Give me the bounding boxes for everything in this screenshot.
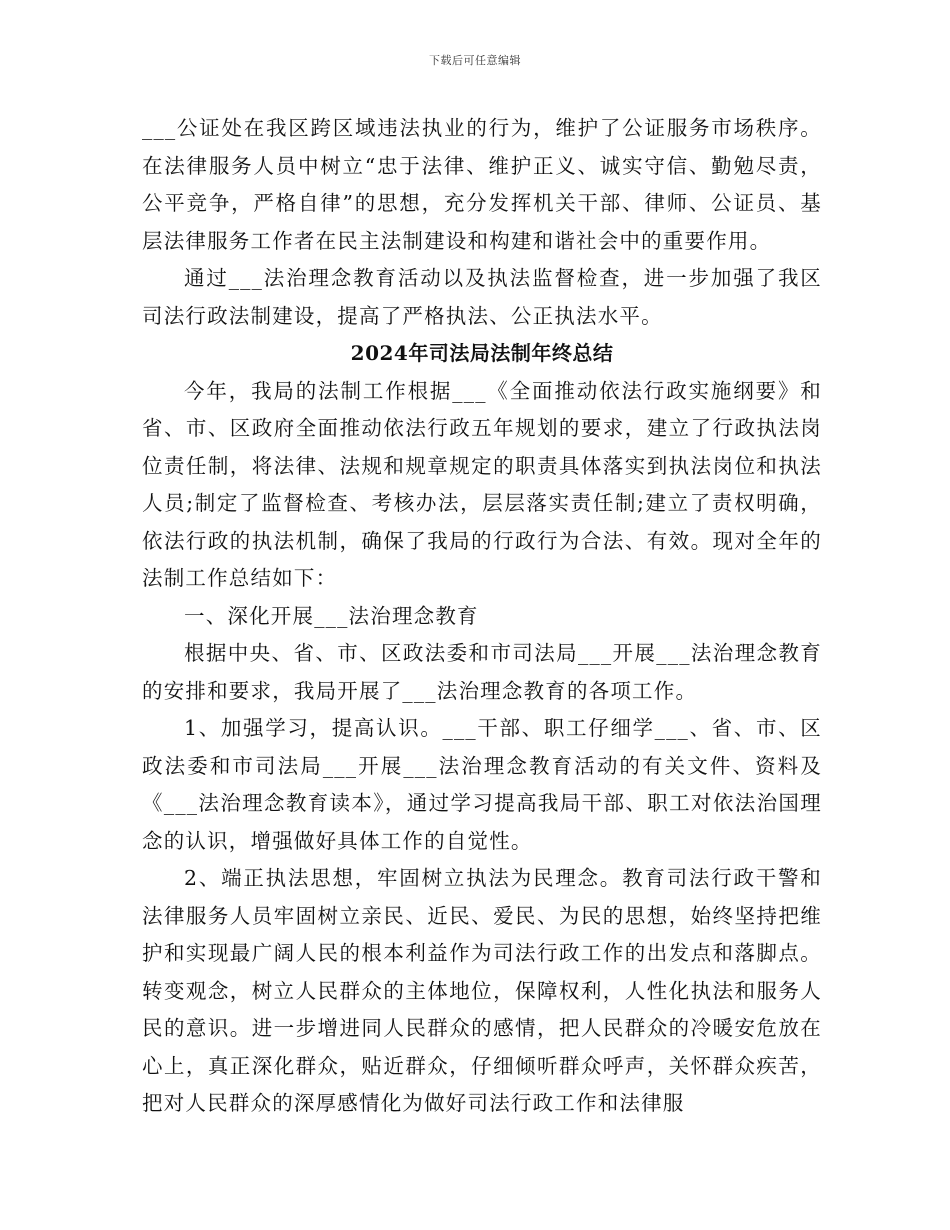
paragraph-conclusion: 通过___法治理念教育活动以及执法监督检查，进一步加强了我区司法行政法制建设，提高了严格执法、公正执法水平。 xyxy=(142,266,822,328)
paragraph-item-1: 1、加强学习，提高认识。___干部、职工仔细学___、省、市、区政法委和市司法局___开展___法治理念教育活动的有关文件、资料及《___法治理念教育读本》，通过学习提高我局干部、职工对依法治国理念的认识，增强做好具体工作的自觉性。 xyxy=(142,716,822,853)
document-body xyxy=(142,110,822,1123)
header-note: 下载后可任意编辑 xyxy=(429,54,521,67)
paragraph-intro: 今年，我局的法制工作根据___《全面推动依法行政实施纲要》和省、市、区政府全面推动依法行政五年规划的要求，建立了行政执法岗位责任制，将法律、法规和规章规定的职责具体落实到执法岗位和执法人员;制定了监督检查、考核办法，层层落实责任制;建立了责权明确，依法行政的执法机制，确保了我局的行政行为合法、有效。现对全年的法制工作总结如下： xyxy=(142,378,822,590)
paragraph-item-2: 2、端正执法思想，牢固树立执法为民理念。教育司法行政干警和法律服务人员牢固树立亲民、近民、爱民、为民的思想，始终坚持把维护和实现最广阔人民的根本利益作为司法行政工作的出发点和落脚点。转变观念，树立人民群众的主体地位，保障权利，人性化执法和服务人民的意识。进一步增进同人民群众的感情，把人民群众的冷暖安危放在心上，真正深化群众，贴近群众，仔细倾听群众呼声，关怀群众疾苦，把对人民群众的深厚感情化为做好司法行政工作和法律服 xyxy=(142,866,822,1115)
subheading-1: 一、深化开展___法治理念教育 xyxy=(184,603,479,628)
paragraph-continued: ___公证处在我区跨区域违法执业的行为，维护了公证服务市场秩序。在法律服务人员中树立“忠于法律、维护正义、诚实守信、勤勉尽责，公平竞争，严格自律”的思想，充分发挥机关干部、律师、公证员、基层法律服务工作者在民主法制建设和构建和谐社会中的重要作用。 xyxy=(142,116,822,253)
section-title: 2024年司法局法制年终总结 xyxy=(350,341,614,365)
paragraph-background: 根据中央、省、市、区政法委和市司法局___开展___法治理念教育的安排和要求，我局开展了___法治理念教育的各项工作。 xyxy=(142,641,822,703)
